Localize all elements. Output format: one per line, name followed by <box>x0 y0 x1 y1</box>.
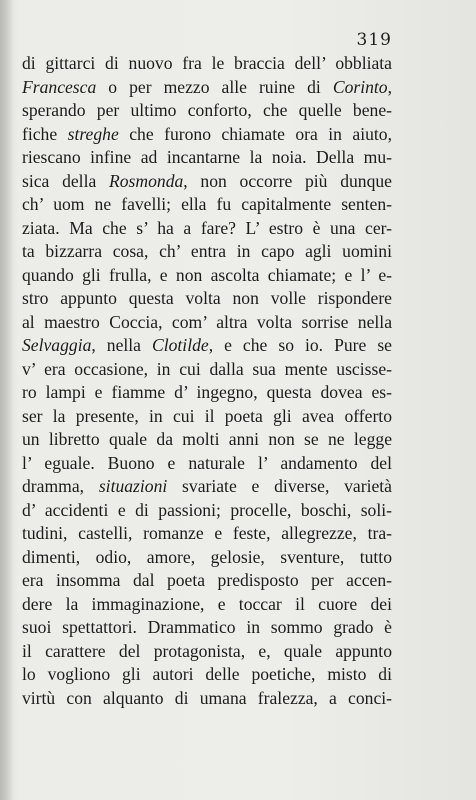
text-line <box>22 499 392 523</box>
text-segment: sica della <box>22 170 109 191</box>
text-line <box>22 240 392 264</box>
text-segment: , e che so io. Pure se <box>208 335 392 355</box>
italic-text: situazioni <box>98 476 168 496</box>
text-segment: ch’ uom ne favelli; ella fu capitalmente senten- <box>22 194 392 214</box>
text-line <box>22 593 392 617</box>
body-text <box>22 52 392 710</box>
text-segment: stro appunto questa volta non volle rispondere <box>22 288 392 308</box>
text-segment: , non occorre più dunque <box>183 170 392 191</box>
text-line <box>22 475 392 499</box>
italic-text: Rosmonda <box>109 170 184 191</box>
binding-shadow <box>0 0 14 800</box>
text-segment: che furono chiamate ora in aiuto, <box>118 123 393 144</box>
text-line <box>22 381 392 405</box>
text-line <box>22 287 392 311</box>
italic-text: Selvaggia <box>22 335 92 355</box>
text-segment: dramma, <box>22 476 99 496</box>
text-segment: era insomma dal poeta predisposto per accen- <box>22 570 392 590</box>
text-segment: d’ accidenti e di passioni; procelle, boschi, soli- <box>22 499 392 520</box>
page-number: 319 <box>356 30 392 50</box>
text-line <box>22 522 392 546</box>
text-segment: sperando per ultimo conforto, che quelle bene- <box>22 100 392 120</box>
text-segment: ro lampi e fiamme d’ ingegno, questa dovea es- <box>22 382 392 402</box>
text-line <box>22 170 392 194</box>
text-segment: di gittarci di nuovo fra le braccia dell’ obbliata <box>22 53 392 73</box>
text-segment: , <box>387 76 392 97</box>
text-line <box>22 616 392 640</box>
text-line <box>22 640 392 664</box>
text-line <box>22 663 392 687</box>
text-line <box>22 311 392 335</box>
text-line <box>22 428 392 452</box>
text-segment: il carattere del protagonista, e, quale appunto <box>22 640 392 661</box>
text-line <box>22 264 392 288</box>
text-line <box>22 569 392 593</box>
text-line <box>22 99 392 123</box>
text-line <box>22 76 392 100</box>
text-line <box>22 405 392 429</box>
text-segment: , nella <box>91 335 152 355</box>
text-segment: suoi spettattori. Drammatico in sommo grado è <box>22 617 392 637</box>
text-line <box>22 687 392 711</box>
italic-text: streghe <box>67 123 119 144</box>
text-line <box>22 358 392 382</box>
text-segment: virtù con alquanto di umana fralezza, a conci- <box>22 687 392 708</box>
text-segment: tudini, castelli, romanze e feste, allegrezze, tra- <box>22 523 392 543</box>
text-segment: ta bizzarra cosa, ch’ entra in capo agli uomini <box>22 241 392 261</box>
text-line <box>22 52 392 76</box>
text-line <box>22 217 392 241</box>
text-line <box>22 146 392 170</box>
text-segment: lo vogliono gli autori delle poetiche, misto di <box>22 664 392 684</box>
italic-text: Francesca <box>22 76 97 97</box>
text-segment: ser la presente, in cui il poeta gli avea offerto <box>22 405 392 426</box>
text-segment: al maestro Coccia, com’ altra volta sorrise nella <box>22 311 392 332</box>
text-segment: quando gli frulla, e non ascolta chiamate; e l’ e- <box>22 264 392 285</box>
text-line <box>22 193 392 217</box>
text-line <box>22 123 392 147</box>
text-segment: v’ era occasione, in cui dalla sua mente uscisse- <box>22 358 392 379</box>
text-segment: l’ eguale. Buono e naturale l’ andamento del <box>22 452 392 473</box>
text-segment: svariate e diverse, varietà <box>167 476 392 496</box>
text-segment: o per mezzo alle ruine di <box>96 76 333 97</box>
text-segment: dere la immaginazione, e toccar il cuore dei <box>22 593 392 614</box>
text-line <box>22 546 392 570</box>
text-segment: fiche <box>22 123 68 144</box>
text-segment: un libretto quale da molti anni non se ne legge <box>22 429 392 449</box>
text-line <box>22 452 392 476</box>
text-segment: dimenti, odio, amore, gelosie, sventure, tutto <box>22 546 392 567</box>
text-segment: ziata. Ma che s’ ha a fare? L’ estro è una cer- <box>22 217 392 238</box>
text-line <box>22 334 392 358</box>
text-segment: riescano infine ad incantarne la noia. Della mu- <box>22 147 392 167</box>
italic-text: Clotilde <box>152 335 209 355</box>
italic-text: Corinto <box>332 76 388 97</box>
